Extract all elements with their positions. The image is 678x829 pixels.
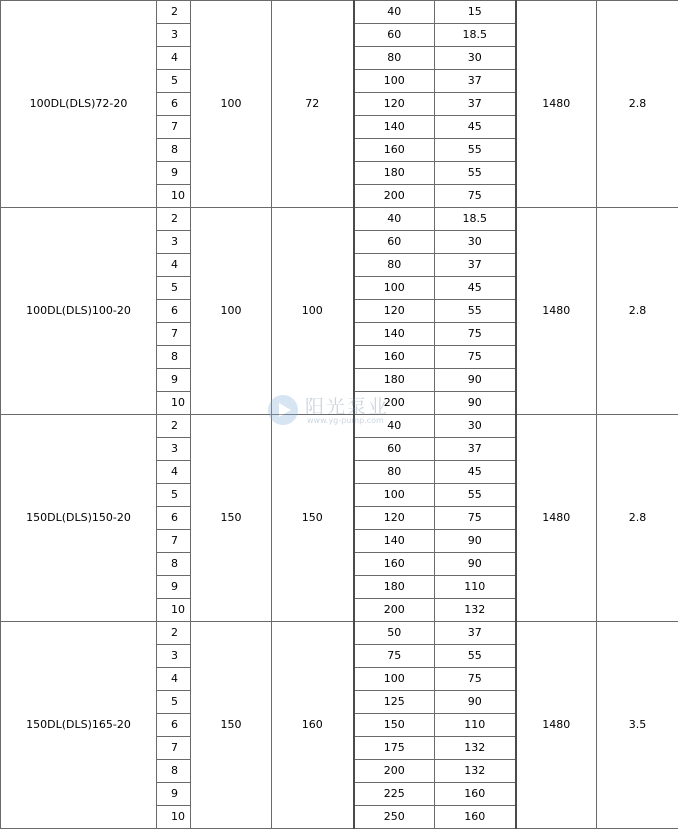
stage-cell: 2 bbox=[157, 622, 191, 645]
speed-cell: 1480 bbox=[516, 208, 597, 415]
head-cell: 180 bbox=[354, 576, 435, 599]
col2-cell: 150 bbox=[191, 622, 272, 829]
power-cell: 110 bbox=[435, 576, 516, 599]
power-cell: 55 bbox=[435, 484, 516, 507]
table-row bbox=[1, 415, 678, 438]
power-cell: 37 bbox=[435, 70, 516, 93]
stage-cell: 2 bbox=[157, 1, 191, 24]
last-cell: 3.5 bbox=[597, 622, 678, 829]
power-cell: 37 bbox=[435, 254, 516, 277]
stage-cell: 5 bbox=[157, 691, 191, 714]
col3-cell: 72 bbox=[272, 1, 354, 208]
head-cell: 80 bbox=[354, 254, 435, 277]
stage-cell: 8 bbox=[157, 553, 191, 576]
stage-cell: 6 bbox=[157, 93, 191, 116]
speed-cell: 1480 bbox=[516, 1, 597, 208]
power-cell: 30 bbox=[435, 47, 516, 70]
power-cell: 110 bbox=[435, 714, 516, 737]
head-cell: 40 bbox=[354, 1, 435, 24]
head-cell: 175 bbox=[354, 737, 435, 760]
last-cell: 2.8 bbox=[597, 208, 678, 415]
power-cell: 75 bbox=[435, 185, 516, 208]
head-cell: 120 bbox=[354, 93, 435, 116]
power-cell: 90 bbox=[435, 392, 516, 415]
stage-cell: 7 bbox=[157, 323, 191, 346]
stage-cell: 4 bbox=[157, 47, 191, 70]
stage-cell: 3 bbox=[157, 438, 191, 461]
stage-cell: 3 bbox=[157, 24, 191, 47]
head-cell: 80 bbox=[354, 47, 435, 70]
head-cell: 40 bbox=[354, 415, 435, 438]
head-cell: 50 bbox=[354, 622, 435, 645]
stage-cell: 5 bbox=[157, 70, 191, 93]
power-cell: 160 bbox=[435, 806, 516, 829]
head-cell: 200 bbox=[354, 760, 435, 783]
head-cell: 200 bbox=[354, 392, 435, 415]
power-cell: 55 bbox=[435, 139, 516, 162]
stage-cell: 2 bbox=[157, 415, 191, 438]
table-row bbox=[1, 208, 678, 231]
power-cell: 160 bbox=[435, 783, 516, 806]
head-cell: 100 bbox=[354, 277, 435, 300]
stage-cell: 2 bbox=[157, 208, 191, 231]
watermark-url: www.yg-pump.com bbox=[307, 416, 384, 425]
head-cell: 60 bbox=[354, 438, 435, 461]
stage-cell: 8 bbox=[157, 346, 191, 369]
stage-cell: 9 bbox=[157, 369, 191, 392]
stage-cell: 4 bbox=[157, 254, 191, 277]
model-cell: 100DL(DLS)72-20 bbox=[1, 1, 157, 208]
head-cell: 80 bbox=[354, 461, 435, 484]
col3-cell: 160 bbox=[272, 622, 354, 829]
head-cell: 200 bbox=[354, 185, 435, 208]
power-cell: 55 bbox=[435, 162, 516, 185]
head-cell: 100 bbox=[354, 668, 435, 691]
stage-cell: 9 bbox=[157, 162, 191, 185]
head-cell: 140 bbox=[354, 323, 435, 346]
stage-cell: 10 bbox=[157, 806, 191, 829]
model-cell: 100DL(DLS)100-20 bbox=[1, 208, 157, 415]
table-body bbox=[1, 1, 678, 829]
head-cell: 100 bbox=[354, 484, 435, 507]
power-cell: 30 bbox=[435, 231, 516, 254]
power-cell: 132 bbox=[435, 599, 516, 622]
col3-cell: 150 bbox=[272, 415, 354, 622]
stage-cell: 7 bbox=[157, 737, 191, 760]
power-cell: 90 bbox=[435, 691, 516, 714]
stage-cell: 8 bbox=[157, 760, 191, 783]
power-cell: 132 bbox=[435, 737, 516, 760]
head-cell: 60 bbox=[354, 24, 435, 47]
stage-cell: 10 bbox=[157, 392, 191, 415]
col2-cell: 100 bbox=[191, 1, 272, 208]
head-cell: 160 bbox=[354, 139, 435, 162]
table-row bbox=[1, 1, 678, 24]
stage-cell: 10 bbox=[157, 599, 191, 622]
power-cell: 18.5 bbox=[435, 24, 516, 47]
stage-cell: 3 bbox=[157, 645, 191, 668]
head-cell: 140 bbox=[354, 530, 435, 553]
head-cell: 160 bbox=[354, 553, 435, 576]
power-cell: 18.5 bbox=[435, 208, 516, 231]
head-cell: 120 bbox=[354, 507, 435, 530]
head-cell: 150 bbox=[354, 714, 435, 737]
speed-cell: 1480 bbox=[516, 622, 597, 829]
power-cell: 37 bbox=[435, 93, 516, 116]
stage-cell: 7 bbox=[157, 116, 191, 139]
power-cell: 55 bbox=[435, 645, 516, 668]
power-cell: 30 bbox=[435, 415, 516, 438]
model-cell: 150DL(DLS)165-20 bbox=[1, 622, 157, 829]
power-cell: 55 bbox=[435, 300, 516, 323]
power-cell: 132 bbox=[435, 760, 516, 783]
power-cell: 75 bbox=[435, 668, 516, 691]
power-cell: 75 bbox=[435, 323, 516, 346]
stage-cell: 10 bbox=[157, 185, 191, 208]
head-cell: 180 bbox=[354, 369, 435, 392]
power-cell: 75 bbox=[435, 507, 516, 530]
last-cell: 2.8 bbox=[597, 415, 678, 622]
model-cell: 150DL(DLS)150-20 bbox=[1, 415, 157, 622]
power-cell: 75 bbox=[435, 346, 516, 369]
head-cell: 225 bbox=[354, 783, 435, 806]
stage-cell: 5 bbox=[157, 277, 191, 300]
power-cell: 45 bbox=[435, 461, 516, 484]
stage-cell: 5 bbox=[157, 484, 191, 507]
stage-cell: 9 bbox=[157, 576, 191, 599]
head-cell: 100 bbox=[354, 70, 435, 93]
head-cell: 250 bbox=[354, 806, 435, 829]
power-cell: 37 bbox=[435, 438, 516, 461]
power-cell: 45 bbox=[435, 277, 516, 300]
head-cell: 60 bbox=[354, 231, 435, 254]
head-cell: 200 bbox=[354, 599, 435, 622]
power-cell: 90 bbox=[435, 553, 516, 576]
power-cell: 90 bbox=[435, 530, 516, 553]
table-row bbox=[1, 622, 678, 645]
col3-cell: 100 bbox=[272, 208, 354, 415]
stage-cell: 3 bbox=[157, 231, 191, 254]
head-cell: 75 bbox=[354, 645, 435, 668]
stage-cell: 9 bbox=[157, 783, 191, 806]
col2-cell: 100 bbox=[191, 208, 272, 415]
head-cell: 120 bbox=[354, 300, 435, 323]
stage-cell: 6 bbox=[157, 300, 191, 323]
speed-cell: 1480 bbox=[516, 415, 597, 622]
stage-cell: 6 bbox=[157, 714, 191, 737]
head-cell: 140 bbox=[354, 116, 435, 139]
power-cell: 15 bbox=[435, 1, 516, 24]
stage-cell: 4 bbox=[157, 668, 191, 691]
stage-cell: 8 bbox=[157, 139, 191, 162]
col2-cell: 150 bbox=[191, 415, 272, 622]
head-cell: 125 bbox=[354, 691, 435, 714]
head-cell: 160 bbox=[354, 346, 435, 369]
head-cell: 40 bbox=[354, 208, 435, 231]
watermark-text: 阳光泵业 bbox=[305, 392, 389, 419]
stage-cell: 4 bbox=[157, 461, 191, 484]
stage-cell: 6 bbox=[157, 507, 191, 530]
last-cell: 2.8 bbox=[597, 1, 678, 208]
stage-cell: 7 bbox=[157, 530, 191, 553]
power-cell: 90 bbox=[435, 369, 516, 392]
head-cell: 180 bbox=[354, 162, 435, 185]
power-cell: 45 bbox=[435, 116, 516, 139]
power-cell: 37 bbox=[435, 622, 516, 645]
